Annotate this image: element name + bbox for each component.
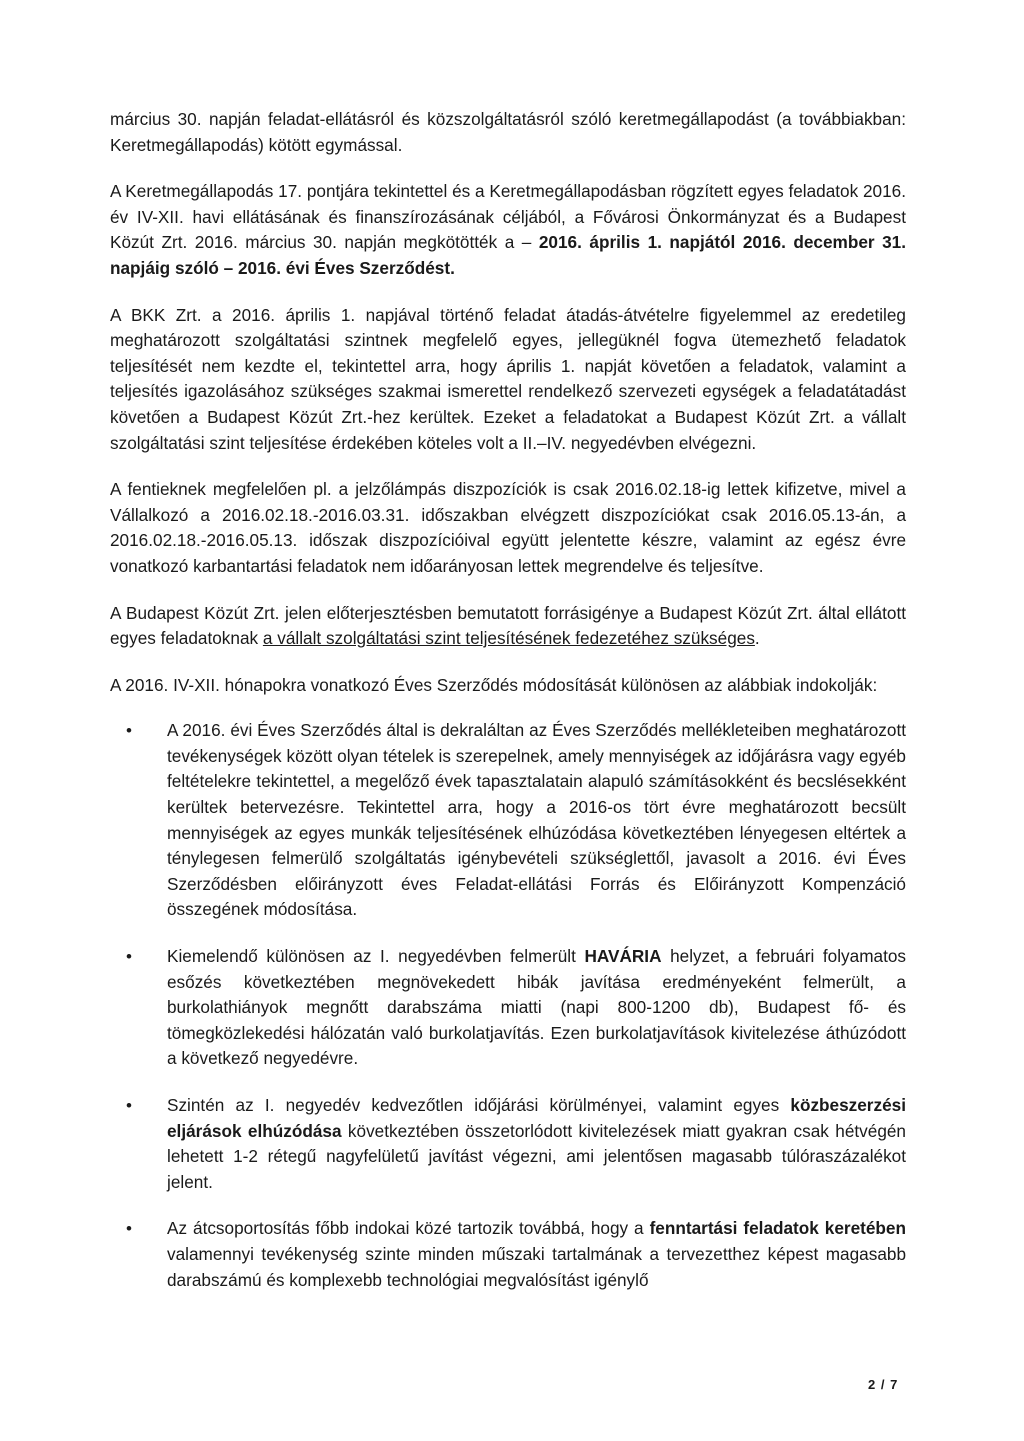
list-item-text: Szintén az I. negyedév kedvezőtlen időjárási körülményei, valamint egyes [167,1095,791,1115]
paragraph-reasons-intro: A 2016. IV-XII. hónapokra vonatkozó Éves Szerződés módosítását különösen az alábbiak indokolják: [110,674,878,695]
list-item-text: A 2016. évi Éves Szerződés által is dekraláltan az Éves Szerződés mellékleteiben meghatározott tevékenységek között olyan tételek is szerepelnek, amely mennyiségek az időjárásra vagy egyéb feltételekre tekintettel, a megelőző évek tapasztalatain alapuló számításokként és becslésekként kerültek betervezésre. Tekintettel arra, hogy a 2016-os tört évre meghatározott becsült mennyiségek az egyes munkák teljesítésének elhúzódása következtében lényegesen eltértek a ténylegesen felmerülő szolgáltatás igénybevételi szükséglettől, javasolt a 2016. évi Éves Szerződésben előirányzott éves Feladat-ellátási Forrás és Előirányzott Kompenzáció összegének módosítása. [167,720,906,920]
list-item-text-cont: helyzet, a februári folyamatos esőzés következtében megnövekedett hibák javítása eredményeként felmerült, a burkolathiányok megnőtt darabszáma miatti (napi 800-1200 db), Budapest fő- és tömegközlekedési hálózatán való burkolatjavítás. Ezen burkolatjavítások kivitelezése áthúzódott a következő negyedévre. [167,946,907,1069]
maintenance-tasks-bold: fenntartási feladatok keretében [649,1218,906,1239]
paragraph-funding-need [110,601,906,652]
paragraph-intro: március 30. napján feladat-ellátásról és közszolgáltatásról szóló keretmegállapodást (a továbbiakban: Keretmegállapodás) kötött egymással. [110,109,906,155]
list-item-text-cont: következtében összetorlódott kivitelezések miatt gyakran csak hétvégén lehetett 1-2 rétegű nagyfelületű javítást végezni, ami jelentősen magasabb túlóraszázalékot jelent. [167,1120,906,1192]
procurement-delay-bold: közbeszerzési eljárások elhúzódása [167,1095,906,1141]
list-item [110,1216,906,1293]
funding-need-underlined: a vállalt szolgáltatási szint teljesítésének fedezetéhez szükséges [262,628,755,649]
list-item-text: Kiemelendő különösen az I. negyedévben felmerült [167,946,585,967]
paragraph-keretmegallapodas-text: A Keretmegállapodás 17. pontjára tekintettel és a Keretmegállapodásban rögzített egyes feladatok 2016. év IV-XII. havi ellátásának és finanszírozásának céljából, a Fővárosi Önkormányzat és a Budapest Közút Zrt. 2016. március 30. napján megkötötték a – [110,181,906,253]
list-item-text-cont: valamennyi tevékenység szinte minden műszaki tartalmának a tervezetthez képest magasabb darabszámú és komplexebb technológiai megvalósítást igénylő [167,1243,906,1290]
document-body [110,107,906,1314]
bullet-icon: • [126,947,132,967]
list-item [110,944,906,1072]
paragraph-keretmegallapodas [110,179,906,281]
paragraph-dispositions: A fentieknek megfelelően pl. a jelzőlámpás diszpozíciók is csak 2016.02.18-ig lettek kifizetve, mivel a Vállalkozó a 2016.02.18.-2016.03.31. időszakban elvégzett diszpozíciókat csak 2016.05.13-án, a 2016.02.18.-2016.05.13. időszak diszpozícióival együtt jelentette készre, valamint az egész évre vonatkozó karbantartási feladatok nem időarányosan lettek megrendelve és teljesítve. [110,479,906,576]
bullet-icon: • [126,1096,132,1115]
bullet-icon: • [126,1219,132,1239]
bullet-icon: • [126,721,132,741]
paragraph-funding-need-end: . [754,628,760,649]
list-item [110,718,906,923]
paragraph-bkk-transfer: A BKK Zrt. a 2016. április 1. napjával történő feladat átadás-átvételre figyelemmel az eredetileg meghatározott szolgáltatási szintnek megfelelő egyes, jellegüknél fogva ütemezhető feladatok teljesítését nem kezdte el, tekintettel arra, hogy április 1. napját követően a feladatok, valamint a teljesítés igazolásához szükséges szakmai ismerettel rendelkező szervezeti egységek a feladatátadást követően a Budapest Közút Zrt.-hez kerültek. Ezeket a feladatokat a Budapest Közút Zrt. a vállalt szolgáltatási szint teljesítése érdekében köteles volt a II.–IV. negyedévben elvégezni. [110,304,906,453]
list-item-text: Az átcsoportosítás főbb indokai közé tartozik továbbá, hogy a [167,1218,650,1239]
reasons-list [110,718,906,1293]
contract-period-bold: 2016. április 1. napjától 2016. december 31. napjáig szóló – 2016. évi Éves Szerződést. [110,232,906,278]
havaria-bold: HAVÁRIA [584,946,662,967]
paragraph-funding-need-text: A Budapest Közút Zrt. jelen előterjesztésben bemutatott forrásigénye a Budapest Közút Zrt. által ellátott egyes feladatoknak [110,602,906,649]
list-item [110,1093,906,1195]
page-number: 2 / 7 [868,1377,899,1392]
